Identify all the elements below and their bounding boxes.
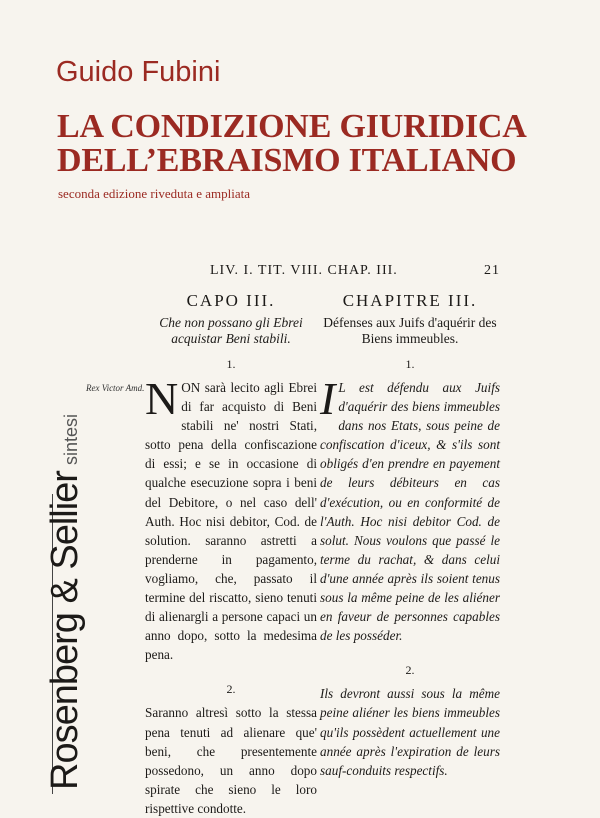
french-paragraph-1: [320, 373, 500, 645]
title-line-1: LA CONDIZIONE GIURIDICA: [57, 108, 527, 145]
italian-chapter-heading: CAPO III.: [186, 291, 276, 310]
edition-note: seconda edizione riveduta e ampliata: [58, 186, 251, 201]
publisher-name: Rosenberg & Sellier: [44, 471, 86, 790]
page-number: 21: [484, 263, 500, 278]
running-head-text: LIV. I. TIT. VIII. CHAP. III.: [210, 263, 398, 278]
series-name: sintesi: [61, 414, 81, 466]
italian-section-1: 1.: [226, 357, 236, 371]
facsimile-page: [80, 255, 520, 816]
author-name: Guido Fubini: [56, 56, 221, 88]
french-paragraph-1-text: L est défendu aux Juifs d'aquérir des biens immeubles dans nos Etats, sous peine de confiscation d'iceux, & s'ils sont obligés d'en prendre en payement de leurs débiteurs en cas d'exécution, ou en conformité de l'Auth. Hoc nisi debitor Cod. de solut. Nous voulons que passé le terme du rachat, & dans celui d'une année après ils soient tenus sous la même peine de les aliéner en faveur de personnes capables de les posséder.: [320, 380, 500, 644]
italian-drop-cap: N: [145, 373, 179, 424]
french-section-2: 2.: [405, 663, 415, 678]
margin-note: Rex Victor Amd.: [86, 383, 145, 393]
french-subtitle: Défenses aux Juifs d'aquérir des Biens immeubles.: [323, 315, 497, 346]
french-chapter-heading: CHAPITRE III.: [342, 291, 478, 310]
french-paragraph-2: Ils devront aussi sous la même peine aliéner les biens immeubles qu'ils possèdent actuellement une année après l'expiration de leurs sauf-conduits respectifs.: [320, 686, 500, 778]
italian-paragraph-1: [145, 373, 317, 664]
french-column: [320, 291, 500, 780]
spine-band: [0, 0, 86, 800]
book-title: [57, 110, 577, 178]
french-drop-cap: I: [320, 373, 336, 424]
french-section-1: 1.: [405, 357, 415, 371]
italian-column: [145, 291, 317, 818]
italian-paragraph-2: Saranno altresì sotto la stessa pena tenuti ad alienare que' beni, che presentemente possedono, un anno dopo spirate che sieno le loro rispettive condotte.: [145, 705, 317, 816]
italian-subtitle: Che non possano gli Ebrei acquistar Beni stabili.: [159, 315, 303, 346]
title-line-2: DELL’EBRAISMO ITALIANO: [57, 142, 517, 179]
italian-section-2: 2.: [226, 682, 236, 697]
italian-paragraph-1-text: ON sarà lecito agli Ebrei di far acquisto di Beni stabili ne' nostri Stati, sotto pena della confiscazione di essi; e se in occasione di qualche esecuzione sopra i beni del Debitore, o nel caso dell' Auth. Hoc nisi debitor, Cod. de solution. saranno astretti a prenderne in pagamento, vogliamo, che, passato il termine del riscatto, sieno tenuti di alienargli a persone capaci un anno dopo, sotto la medesima pena.: [145, 380, 317, 663]
